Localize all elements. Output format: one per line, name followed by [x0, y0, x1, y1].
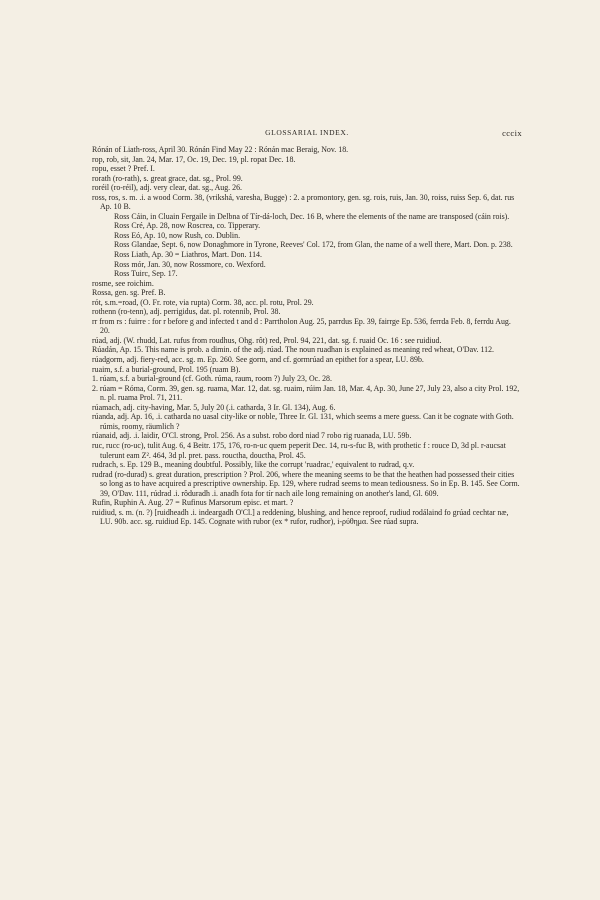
glossary-entry: ross, ros, s. m. .i. a wood Corm. 38, (vrikshá, varesha, Bugge) : 2. a promontory, gen. sg. rois, ruis, Jan. 30, roiss, ruiss Sep. 6, dat. rus Ap. 10 B.: [92, 192, 515, 212]
glossary-entry: ruc, rucc (ro-uc), tulit Aug. 6, 4 Beitr. 175, 176, ro-n-uc quem peperit Dec. 14, ru-s-fuc B, with prothetic f : rouce D, 3d pl. r-aucsat tulerunt eam Z². 464, 3d pl. pret. pass. rouctha, douctha, Prol. 45.: [92, 440, 506, 460]
page-number: cccix: [502, 128, 522, 138]
glossary-subentry: Ross Tuirc, Sep. 17.: [114, 269, 178, 279]
glossary-entry: rudrach, s. Ep. 129 B., meaning doubtful. Possibly, like the corrupt 'ruadrac,' equivalent to rudrad, q.v.: [92, 460, 415, 470]
glossary-subentry: Ross Glandae, Sept. 6, now Donaghmore in Tyrone, Reeves' Col. 172, from Glan, the name of a well there, Mart. Don. p. 238.: [114, 240, 513, 250]
glossary-entry: roréil (ro-réil), adj. very clear, dat. sg., Aug. 26.: [92, 183, 242, 193]
glossary-entry: 1. rúam, s.f. a burial-ground (cf. Goth. rúma, raum, room ?) July 23, Oc. 28.: [92, 374, 332, 384]
glossary-entry: rr from rs : fuirre : for r before g and infected t and d : Parrtholon Aug. 25, parrdus Ep. 39, fairrge Ep. 536, ferrda Feb. 8, ferrdu Aug. 20.: [92, 316, 511, 336]
glossary-entry: rúad, adj. (W. rhudd, Lat. rufus from roudhus, Ohg. rôt) red, Prol. 94, 221, dat. sg. f. ruaid Oc. 16 : see ruidiud.: [92, 335, 442, 345]
glossary-entry: Rónán of Liath-ross, April 30. Rónán Find May 22 : Rónán mac Beraig, Nov. 18.: [92, 145, 349, 154]
glossary-entry: Rúadán, Ap. 15. This name is prob. a dimin. of the adj. rúad. The noun ruadhan is explained as meaning red wheat, O'Dav. 112.: [92, 345, 494, 355]
glossary-entry: rúanda, adj. Ap. 16, .i. catharda no uasal city-like or noble, Three Ir. Gl. 131, which seems a mere guess. Can it be cognate with Goth. rúmis, roomy, räumlich ?: [92, 412, 514, 431]
glossary-subentry: Ross Eó, Ap. 10, now Rush, co. Dublin.: [114, 230, 241, 240]
glossary-entry: Rossa, gen. sg. Pref. B.: [92, 288, 166, 298]
glossary-entry: rop, rob, sit, Jan. 24, Mar. 17, Oc. 19, Dec. 19, pl. ropat Dec. 18.: [92, 154, 296, 164]
glossary-subentry: Ross Cré, Ap. 28, now Roscrea, co. Tipperary.: [114, 221, 261, 231]
glossary-body: [92, 145, 522, 527]
glossary-entry: rót, s.m.=road, (O. Fr. rote, via rupta) Corm. 38, acc. pl. rotu, Prol. 29.: [92, 297, 314, 307]
glossary-entry: ruidiud, s. m. (n. ?) [ruidheadh .i. indeargadh O'Cl.] a reddening, blushing, and hence reproof, rudiud rodálaind fo grúad cechtar næ, LU. 90b. acc. sg. ruidiud Ep. 145. Cognate with rubor (ex * rufor, rudhor), i-ρύθημα. See rúad supra.: [92, 507, 509, 527]
glossary-subentry: Ross Cáin, in Cluain Fergaile in Delbna of Tír-dá-loch, Dec. 16 B, where the elements of the name are transposed (cáin rois).: [114, 211, 510, 221]
glossary-entry: rorath (ro-rath), s. great grace, dat. sg., Prol. 99.: [92, 173, 243, 183]
glossary-entry: Rufin, Ruphin A. Aug. 27 = Rufinus Marsorum episc. et mart. ?: [92, 498, 294, 508]
glossary-entry: rosme, see roichim.: [92, 278, 154, 288]
glossary-entry: 2. rúam = Róma, Corm. 39, gen. sg. ruama, Mar. 12, dat. sg. ruaim, rúim Jan. 18, Mar. 4, Ap. 30, June 27, July 23, also a city Prol. 192, n. pl. ruama Prol. 71, 211.: [92, 383, 520, 403]
glossary-subentry: Ross Liath, Ap. 30 = Liathros, Mart. Don. 114.: [114, 250, 262, 260]
glossary-subentry: Ross mór, Jan. 30, now Rossmore, co. Wexford.: [114, 259, 266, 269]
glossary-entry: ropu, esset ? Pref. I.: [92, 164, 155, 174]
glossary-entry: rothenn (ro-tenn), adj. perrigidus, dat. pl. rotennib, Prol. 38.: [92, 307, 281, 317]
running-header: [92, 128, 522, 140]
page-title: GLOSSARIAL INDEX.: [265, 128, 349, 137]
glossary-entry: rúanaid, adj. .i. laidir, O'Cl. strong, Prol. 256. As a subst. robo dord niad 7 robo rig ruanada, LU. 59b.: [92, 431, 412, 441]
glossary-entry: rudrad (ro-durad) s. great duration, prescription ? Prol. 206, where the meaning seems to be that the heathen had possessed their cities so long as to have acquired a prescriptive ownership. Ep. 129, where rudrad seems to mean tediousness. So in Ep. B. 145. See Corm. 39, O'Dav. 111, rúdrad .i. rôduradh .i. anadh fota for tír nach aile long remaining on another's land, Gl. 609.: [92, 469, 520, 498]
glossary-entry: rúadgorm, adj. fiery-red, acc. sg. m. Ep. 260. See gorm, and cf. gormrúad an epithet for a spear, LU. 89b.: [92, 355, 424, 365]
glossary-entry: rúamach, adj. city-having, Mar. 5, July 20 (.i. catharda, 3 Ir. Gl. 134), Aug. 6.: [92, 402, 336, 412]
glossary-entry: ruaim, s.f. a burial-ground, Prol. 195 (ruam B).: [92, 364, 241, 374]
